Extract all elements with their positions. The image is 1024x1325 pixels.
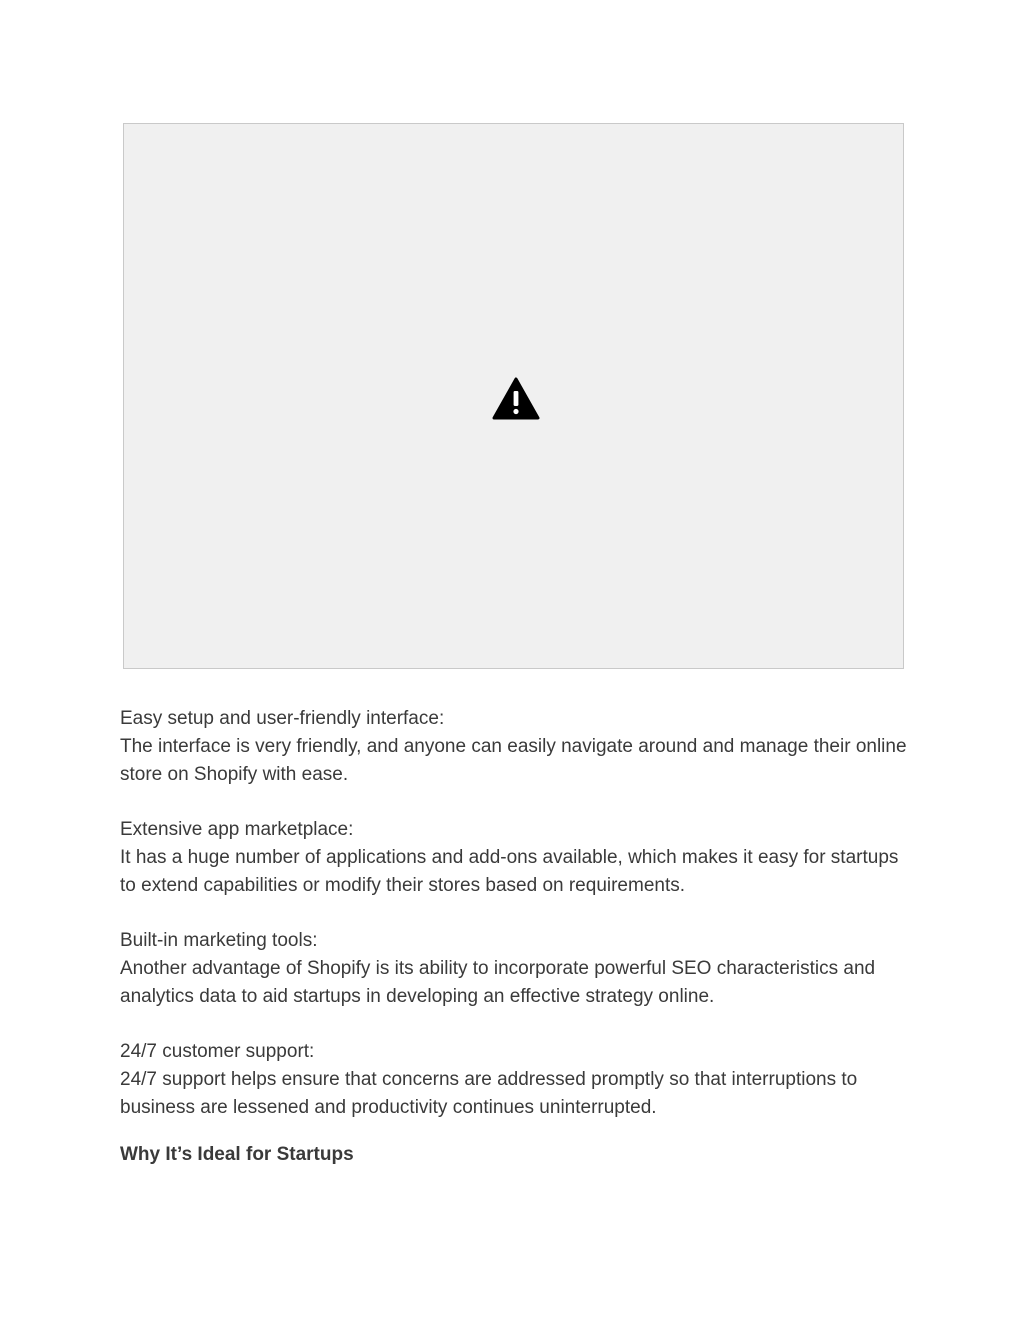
feature-title: Extensive app marketplace: (120, 819, 354, 840)
section-heading: Why It’s Ideal for Startups (120, 1144, 354, 1165)
warning-icon (492, 377, 540, 421)
feature-description: 24/7 support helps ensure that concerns are addressed promptly so that interruptions to business are lessened and productivity continues uninterrupted. (120, 1069, 858, 1118)
feature-section-support (120, 1038, 910, 1122)
feature-description: It has a huge number of applications and add-ons available, which makes it easy for startups to extend capabilities or modify their stores based on requirements. (120, 847, 899, 896)
feature-title: Easy setup and user-friendly interface: (120, 708, 445, 729)
feature-title: 24/7 customer support: (120, 1041, 315, 1062)
feature-description: Another advantage of Shopify is its ability to incorporate powerful SEO characteristics and analytics data to aid startups in developing an effective strategy online. (120, 958, 876, 1007)
feature-description: The interface is very friendly, and anyone can easily navigate around and manage their online store on Shopify with ease. (120, 736, 907, 785)
feature-title: Built-in marketing tools: (120, 930, 318, 951)
article-body (120, 705, 910, 1169)
feature-section-marketplace (120, 816, 910, 900)
feature-section-marketing (120, 927, 910, 1011)
feature-section-setup (120, 705, 910, 789)
